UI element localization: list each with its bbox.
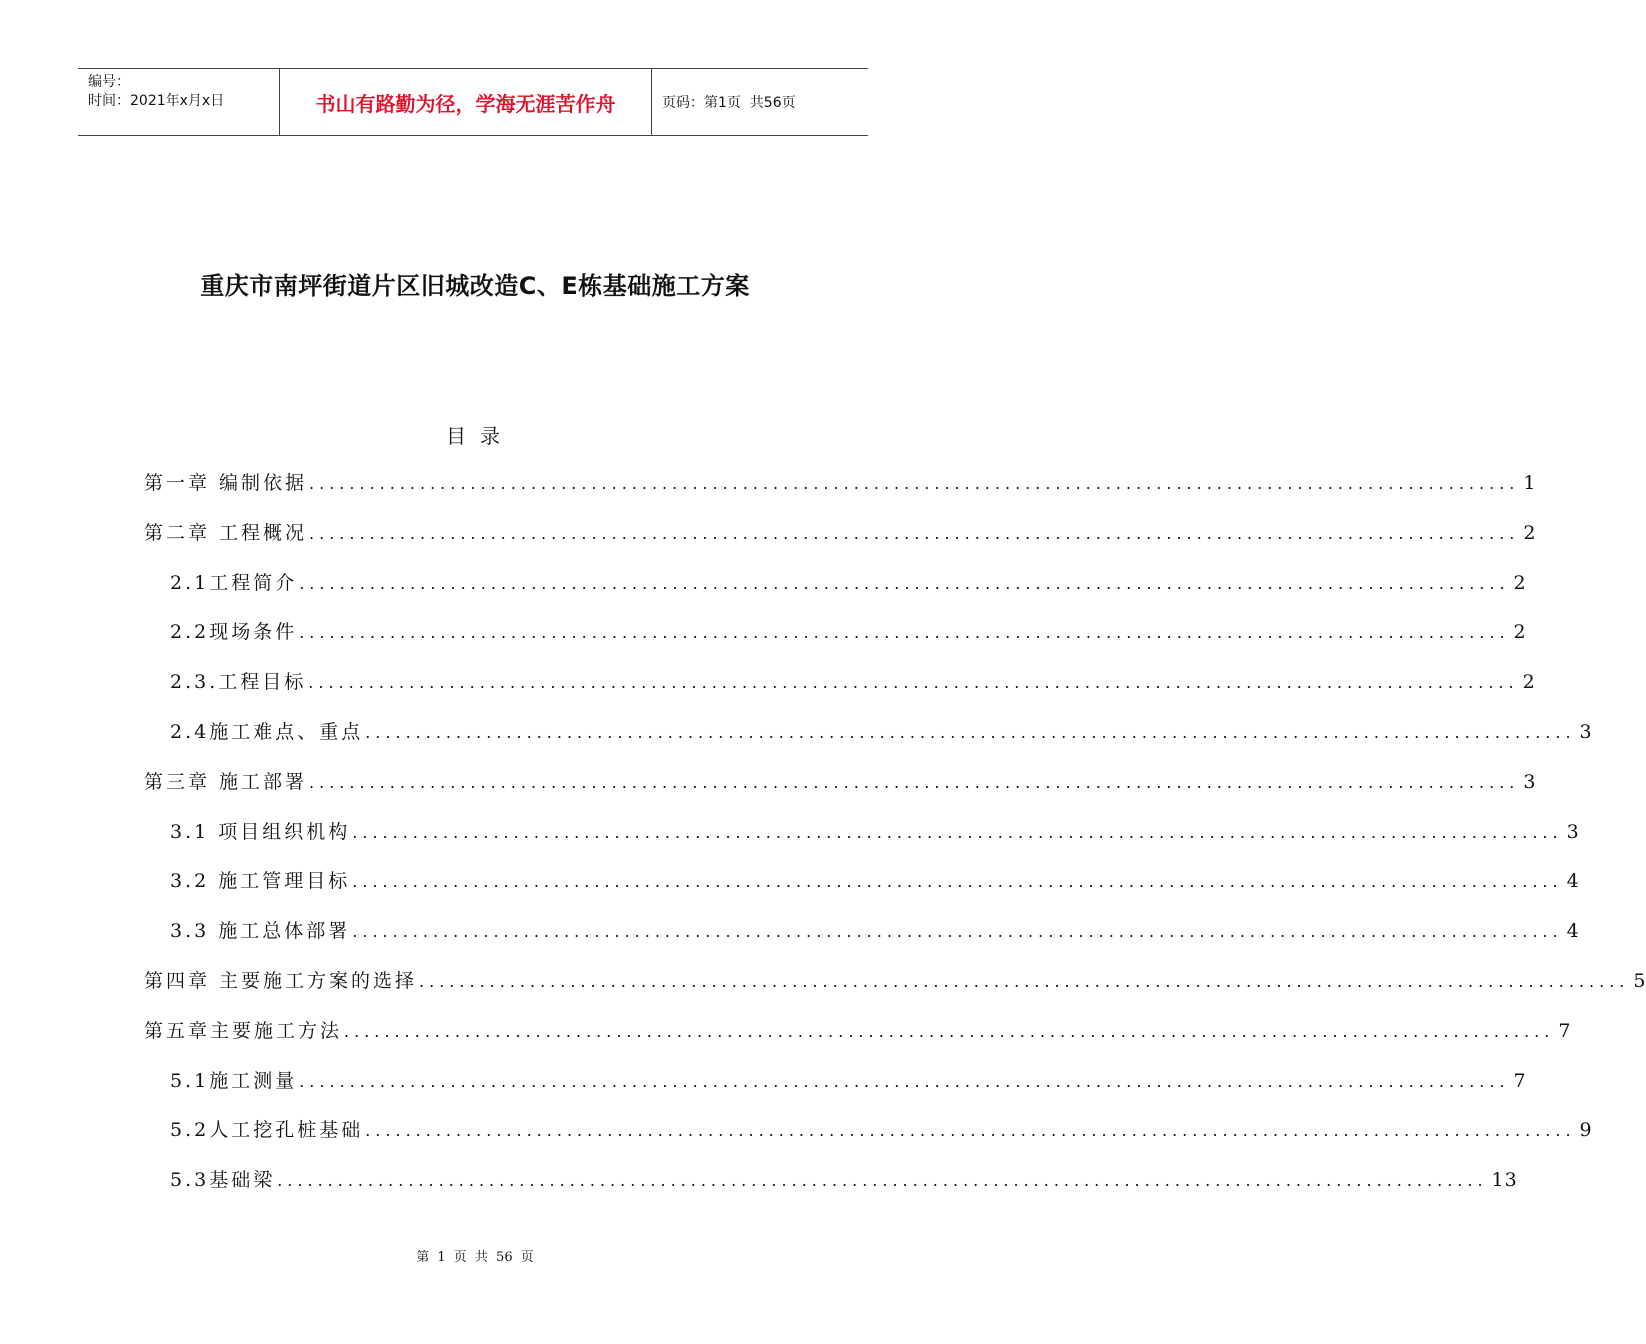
toc-entry-page: 2 (1523, 522, 1537, 544)
toc-entry-label: 3.3 施工总体部署 (170, 920, 351, 942)
toc-entry-label: 5.2人工挖孔桩基础 (170, 1119, 364, 1141)
toc-leader-dots: ........................................................................................................................ (299, 623, 1510, 642)
toc-entry[interactable] (170, 1066, 1527, 1096)
toc-entry-page: 2 (1513, 572, 1527, 594)
toc-heading: 目录 (446, 424, 514, 448)
toc-entry-label: 第五章主要施工方法 (144, 1020, 343, 1042)
toc-leader-dots: ........................................................................................................................ (308, 673, 1519, 692)
toc-entry[interactable] (170, 1115, 1593, 1145)
toc-entry-page: 4 (1566, 870, 1580, 892)
header-time-label: 时间：2021年x月x日 (88, 93, 225, 109)
toc-leader-dots: ........................................................................................................................ (299, 1072, 1510, 1091)
toc-entry[interactable] (170, 617, 1527, 647)
toc-leader-dots: ........................................................................................................................ (365, 1121, 1576, 1140)
toc-entry-page: 9 (1579, 1119, 1593, 1141)
toc-entry[interactable] (144, 767, 1537, 797)
toc-entry[interactable] (144, 1016, 1572, 1046)
toc-leader-dots: ........................................................................................................................ (309, 474, 1520, 493)
toc-leader-dots: ........................................................................................................................ (352, 922, 1563, 941)
header-page-info (652, 69, 868, 135)
toc-entry-label: 2.4施工难点、重点 (170, 721, 364, 743)
toc-entry-label: 3.1 项目组织机构 (170, 821, 351, 843)
toc-entry-page: 3 (1566, 821, 1580, 843)
toc-entry-label: 第一章 编制依据 (144, 472, 308, 494)
toc-leader-dots: ........................................................................................................................ (309, 773, 1520, 792)
toc-leader-dots: ........................................................................................................................ (419, 972, 1630, 991)
toc-entry-page: 2 (1513, 621, 1527, 643)
toc-entry[interactable] (144, 966, 1646, 996)
toc-entry[interactable] (170, 717, 1593, 747)
toc-entry[interactable] (170, 667, 1536, 697)
toc-leader-dots: ........................................................................................................................ (365, 723, 1576, 742)
toc-entry-label: 5.3基础梁 (170, 1169, 276, 1191)
toc-leader-dots: ........................................................................................................................ (344, 1022, 1555, 1041)
toc-entry-label: 2.3.工程目标 (170, 671, 307, 693)
toc-leader-dots: ........................................................................................................................ (352, 823, 1563, 842)
toc-entry-label: 5.1施工测量 (170, 1070, 298, 1092)
header-number-label: 编号： (88, 74, 130, 90)
toc-entry[interactable] (170, 817, 1580, 847)
toc-entry-page: 1 (1523, 472, 1537, 494)
page-footer: 第 1 页 共 56 页 (416, 1250, 534, 1265)
toc-entry-page: 7 (1558, 1020, 1572, 1042)
toc-leader-dots: ........................................................................................................................ (309, 524, 1520, 543)
toc-entry-page: 5 (1633, 970, 1646, 992)
toc-entry-page: 13 (1491, 1169, 1518, 1191)
header-page-label: 页码：第1页 共56页 (662, 95, 796, 111)
toc-entry-page: 3 (1579, 721, 1593, 743)
toc-entry[interactable] (144, 518, 1537, 548)
toc-entry-label: 第三章 施工部署 (144, 771, 308, 793)
toc-entry-label: 第二章 工程概况 (144, 522, 308, 544)
toc-entry-label: 2.1工程简介 (170, 572, 298, 594)
toc-entry[interactable] (170, 866, 1580, 896)
toc-entry-page: 2 (1522, 671, 1536, 693)
page-header (78, 68, 868, 136)
document-title: 重庆市南坪街道片区旧城改造C、E栋基础施工方案 (200, 272, 750, 300)
toc-entry-label: 3.2 施工管理目标 (170, 870, 351, 892)
toc-entry-label: 2.2现场条件 (170, 621, 298, 643)
header-motto: 书山有路勤为径，学海无涯苦作舟 (280, 69, 652, 135)
toc-leader-dots: ........................................................................................................................ (352, 872, 1563, 891)
toc-leader-dots: ........................................................................................................................ (299, 574, 1510, 593)
toc-entry-label: 第四章 主要施工方案的选择 (144, 970, 418, 992)
toc-leader-dots: ........................................................................................................................ (277, 1171, 1488, 1190)
toc-entry-page: 3 (1523, 771, 1537, 793)
toc-entry[interactable] (144, 468, 1537, 498)
toc-entry[interactable] (170, 568, 1527, 598)
toc-entry-page: 7 (1513, 1070, 1527, 1092)
header-meta (78, 69, 280, 135)
toc-entry-page: 4 (1566, 920, 1580, 942)
toc-entry[interactable] (170, 1165, 1518, 1195)
toc-entry[interactable] (170, 916, 1580, 946)
